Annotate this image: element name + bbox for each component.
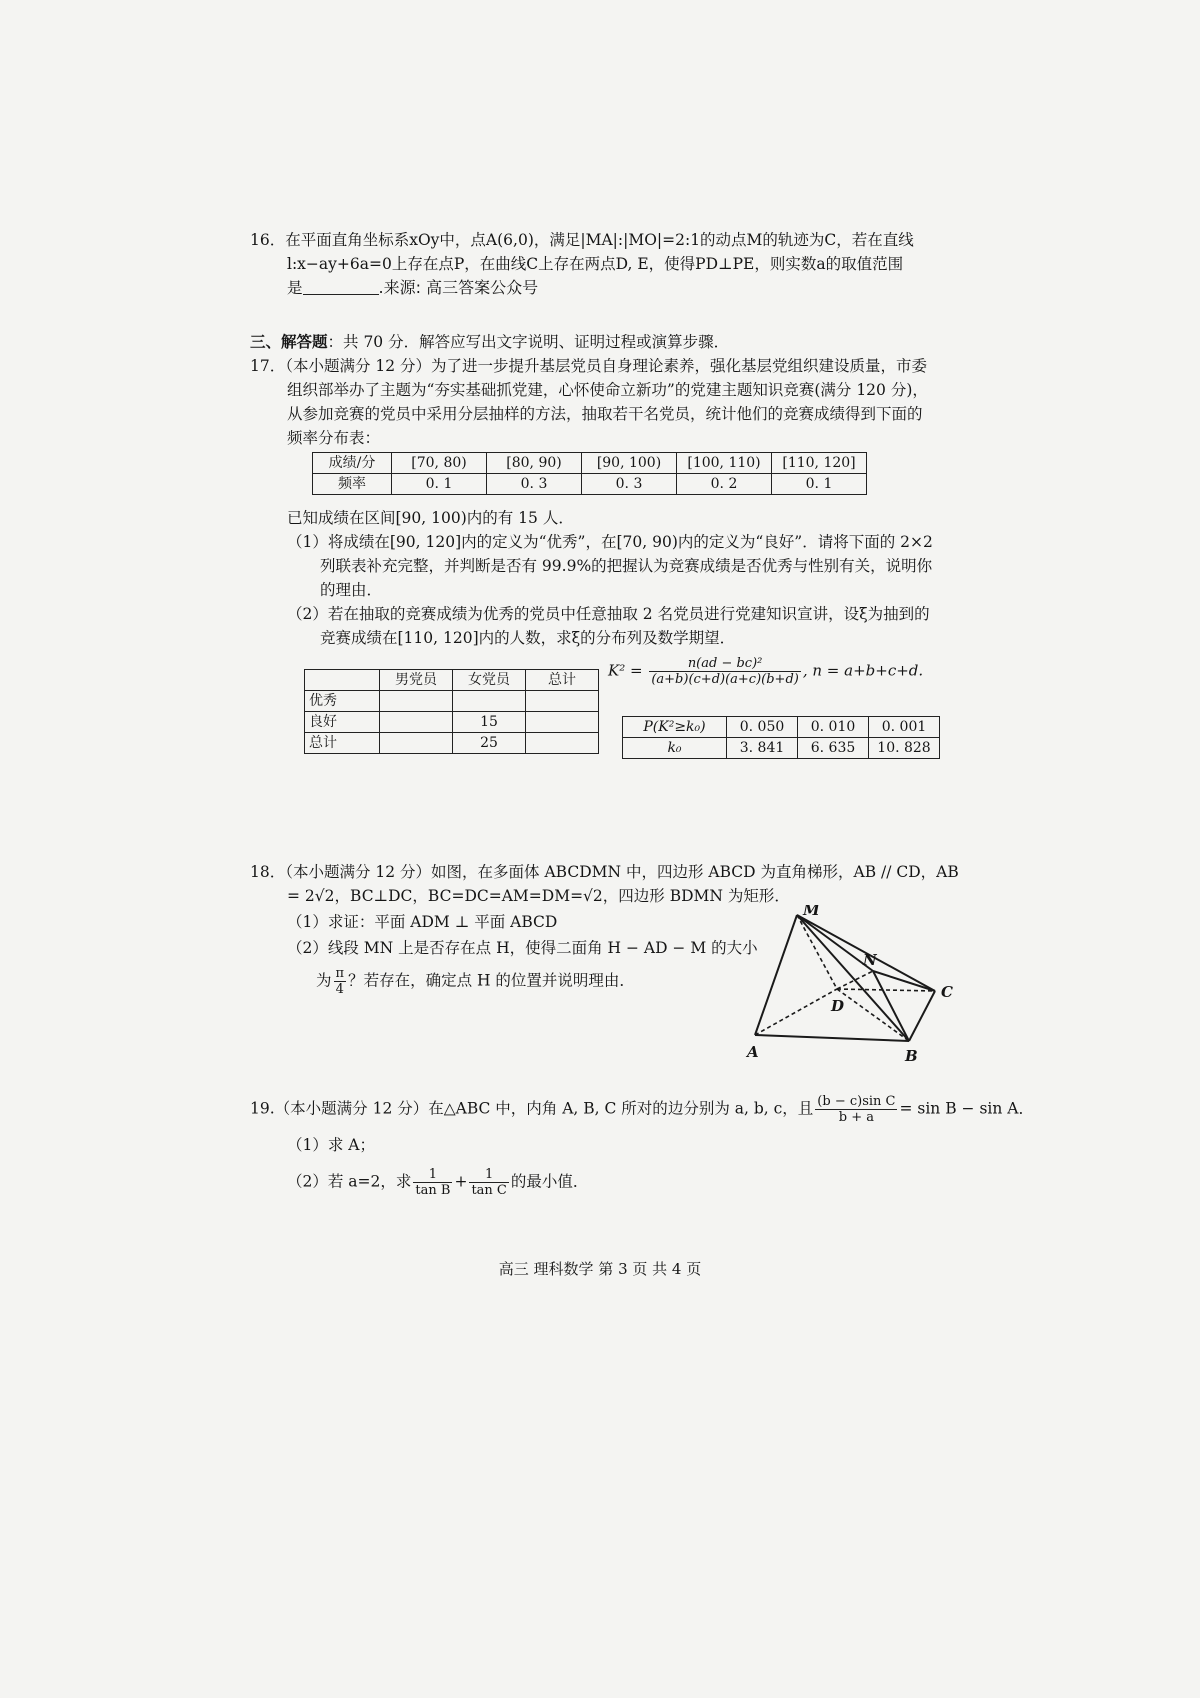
edge-bc	[909, 991, 935, 1041]
section-3-heading	[250, 330, 950, 354]
label-m: M	[803, 905, 820, 919]
table-cell	[380, 733, 453, 754]
table-row	[313, 453, 867, 474]
q17-part-2-line-1: （2）若在抽取的竞赛成绩为优秀的党员中任意抽取 2 名党员进行党建知识宣讲，设ξ为抽到的	[287, 605, 930, 623]
table-cell	[380, 691, 453, 712]
question-16	[250, 228, 950, 300]
table-row	[313, 474, 867, 495]
table-cell: 6. 635	[798, 738, 869, 759]
contingency-table	[304, 669, 599, 754]
label-n: N	[863, 951, 877, 969]
edge-ad	[755, 989, 837, 1035]
q17-line-1: 17．（本小题满分 12 分）为了进一步提升基层党员自身理论素养，强化基层党组织建设质量，市委	[250, 357, 928, 375]
table-cell	[453, 691, 526, 712]
frac-denominator: b + a	[838, 1110, 874, 1125]
edge-mn	[797, 915, 873, 971]
formula-numerator: n(ad − bc)²	[649, 656, 801, 672]
question-17	[250, 354, 950, 450]
table-cell: 0. 050	[727, 717, 798, 738]
table-row	[623, 717, 940, 738]
table-cell: 0. 001	[869, 717, 940, 738]
frac-numerator: 1	[413, 1167, 452, 1183]
table-cell: [110, 120]	[772, 453, 867, 474]
table-cell: 3. 841	[727, 738, 798, 759]
table-cell: P(K²≥k₀)	[623, 717, 727, 738]
q19-line-1	[250, 1094, 1034, 1125]
formula-tail: , n = a+b+c+d.	[802, 661, 924, 680]
frequency-table	[312, 452, 867, 495]
table-cell: k₀	[623, 738, 727, 759]
polyhedron-figure	[745, 905, 965, 1065]
frac-denominator: 4	[335, 982, 344, 997]
question-19	[250, 1094, 1034, 1198]
table-cell: 15	[453, 712, 526, 733]
table-row	[305, 712, 599, 733]
q19-part-1: （1）求 A；	[287, 1136, 375, 1154]
q17-part-1-line-3: 的理由．	[320, 581, 383, 599]
q18-part-1: （1）求证：平面 ADM ⊥ 平面 ABCD	[287, 913, 558, 931]
section-3-title: 三、解答题	[250, 332, 328, 351]
table-cell: [100, 110)	[677, 453, 772, 474]
q17-part-1-line-1: （1）将成绩在[90, 120]内的定义为“优秀”，在[70, 90)内的定义为“良好”．请将下面的 2×2	[287, 533, 933, 551]
q17-line-3: 从参加竞赛的党员中采用分层抽样的方法，抽取若干名党员，统计他们的竞赛成绩得到下面的	[287, 405, 923, 423]
table-cell: 0. 2	[677, 474, 772, 495]
answer-blank	[303, 280, 379, 295]
q19-prefix: 19.（本小题满分 12 分）在△ABC 中，内角 A, B, C 所对的边分别为 a, b, c，且	[250, 1099, 814, 1118]
q19-fraction	[815, 1094, 897, 1125]
edge-db	[837, 989, 909, 1041]
q18-part-2b-prefix: 为	[316, 971, 332, 990]
q19-part-2	[250, 1167, 950, 1198]
label-a: A	[747, 1043, 759, 1061]
table-cell: 良好	[305, 712, 380, 733]
table-cell	[526, 712, 599, 733]
q17-line-4: 频率分布表：	[287, 429, 381, 447]
table-cell: [90, 100)	[582, 453, 677, 474]
frac-denominator: tan C	[471, 1183, 507, 1198]
q19-part-2-prefix: （2）若 a=2，求	[287, 1172, 412, 1191]
one-over-tanc	[469, 1167, 508, 1198]
table-cell: 10. 828	[869, 738, 940, 759]
pi-over-4	[334, 966, 347, 997]
q17-parts	[250, 506, 950, 650]
q16-line-1: 16．在平面直角坐标系xOy中，点A(6,0)，满足|MA|:|MO|=2:1的动点M的轨迹为C，若在直线	[250, 231, 914, 249]
table-cell: 0. 3	[487, 474, 582, 495]
frac-numerator: 1	[469, 1167, 508, 1183]
one-over-tanb	[413, 1167, 452, 1198]
edge-dc	[837, 989, 935, 991]
table-cell	[380, 712, 453, 733]
formula-fraction	[649, 656, 801, 687]
table-cell: 频率	[313, 474, 392, 495]
table-cell: 总计	[526, 670, 599, 691]
frac-numerator: (b − c)sin C	[817, 1094, 896, 1109]
section-3-instructions: ：共 70 分．解答应写出文字说明、证明过程或演算步骤．	[327, 333, 730, 351]
table-cell: 0. 1	[772, 474, 867, 495]
q17-part-1-line-2: 列联表补充完整，并判断是否有 99.9%的把握认为竞赛成绩是否优秀与性别有关，说明你	[320, 557, 933, 575]
label-c: C	[941, 983, 953, 1001]
table-row	[305, 691, 599, 712]
k2-formula	[608, 656, 923, 687]
q18-line-1: 18．（本小题满分 12 分）如图，在多面体 ABCDMN 中，四边形 ABCD 为直角梯形，AB // CD，AB	[250, 863, 959, 881]
table-cell: 25	[453, 733, 526, 754]
q17-known: 已知成绩在区间[90, 100)内的有 15 人．	[287, 509, 574, 527]
table-cell: 优秀	[305, 691, 380, 712]
table-cell	[305, 670, 380, 691]
q17-line-2: 组织部举办了主题为“夯实基础抓党建，心怀使命立新功”的党建主题知识竞赛(满分 120 分)，	[287, 381, 928, 399]
label-b: B	[905, 1047, 918, 1065]
table-cell: 0. 3	[582, 474, 677, 495]
q18-part-2b-suffix: ？若存在，确定点 H 的位置并说明理由．	[348, 971, 635, 990]
formula-denominator: (a+b)(c+d)(a+c)(b+d)	[651, 672, 799, 687]
frac-numerator: π	[335, 966, 345, 981]
edge-ma	[755, 915, 797, 1035]
q16-line-2: l:x−ay+6a=0上存在点P，在曲线C上存在两点D, E，使得PD⊥PE，则实数a的取值范围	[287, 255, 904, 273]
table-cell: 成绩/分	[313, 453, 392, 474]
label-d: D	[831, 997, 845, 1015]
page-footer: 高三 理科数学 第 3 页 共 4 页	[498, 1260, 702, 1278]
table-cell: [80, 90)	[487, 453, 582, 474]
table-row	[623, 738, 940, 759]
q19-part-2-suffix: 的最小值．	[510, 1172, 589, 1191]
q16-line-3	[250, 276, 950, 300]
q18-line-2: = 2√2，BC⊥DC，BC=DC=AM=DM=√2，四边形 BDMN 为矩形．	[287, 887, 790, 905]
plus-sign: +	[454, 1172, 468, 1191]
table-row	[305, 670, 599, 691]
edge-ab	[755, 1035, 909, 1041]
table-row	[305, 733, 599, 754]
frac-denominator: tan B	[415, 1183, 451, 1198]
table-cell	[526, 691, 599, 712]
formula-lhs: K² =	[608, 661, 643, 680]
table-cell	[526, 733, 599, 754]
table-cell: 0. 010	[798, 717, 869, 738]
table-cell: 男党员	[380, 670, 453, 691]
q18-part-2: （2）线段 MN 上是否存在点 H，使得二面角 H − AD − M 的大小	[287, 939, 758, 957]
critical-value-table	[622, 716, 940, 759]
table-cell: 总计	[305, 733, 380, 754]
q17-part-2-line-2: 竞赛成绩在[110, 120]内的人数，求ξ的分布列及数学期望．	[320, 629, 736, 647]
table-cell: 女党员	[453, 670, 526, 691]
table-cell: 0. 1	[392, 474, 487, 495]
q19-suffix: = sin B − sin A．	[899, 1099, 1034, 1118]
table-cell: [70, 80)	[392, 453, 487, 474]
q16-line-3-suffix: .来源: 高三答案公众号	[378, 278, 539, 297]
q16-line-3-prefix: 是	[287, 279, 303, 297]
